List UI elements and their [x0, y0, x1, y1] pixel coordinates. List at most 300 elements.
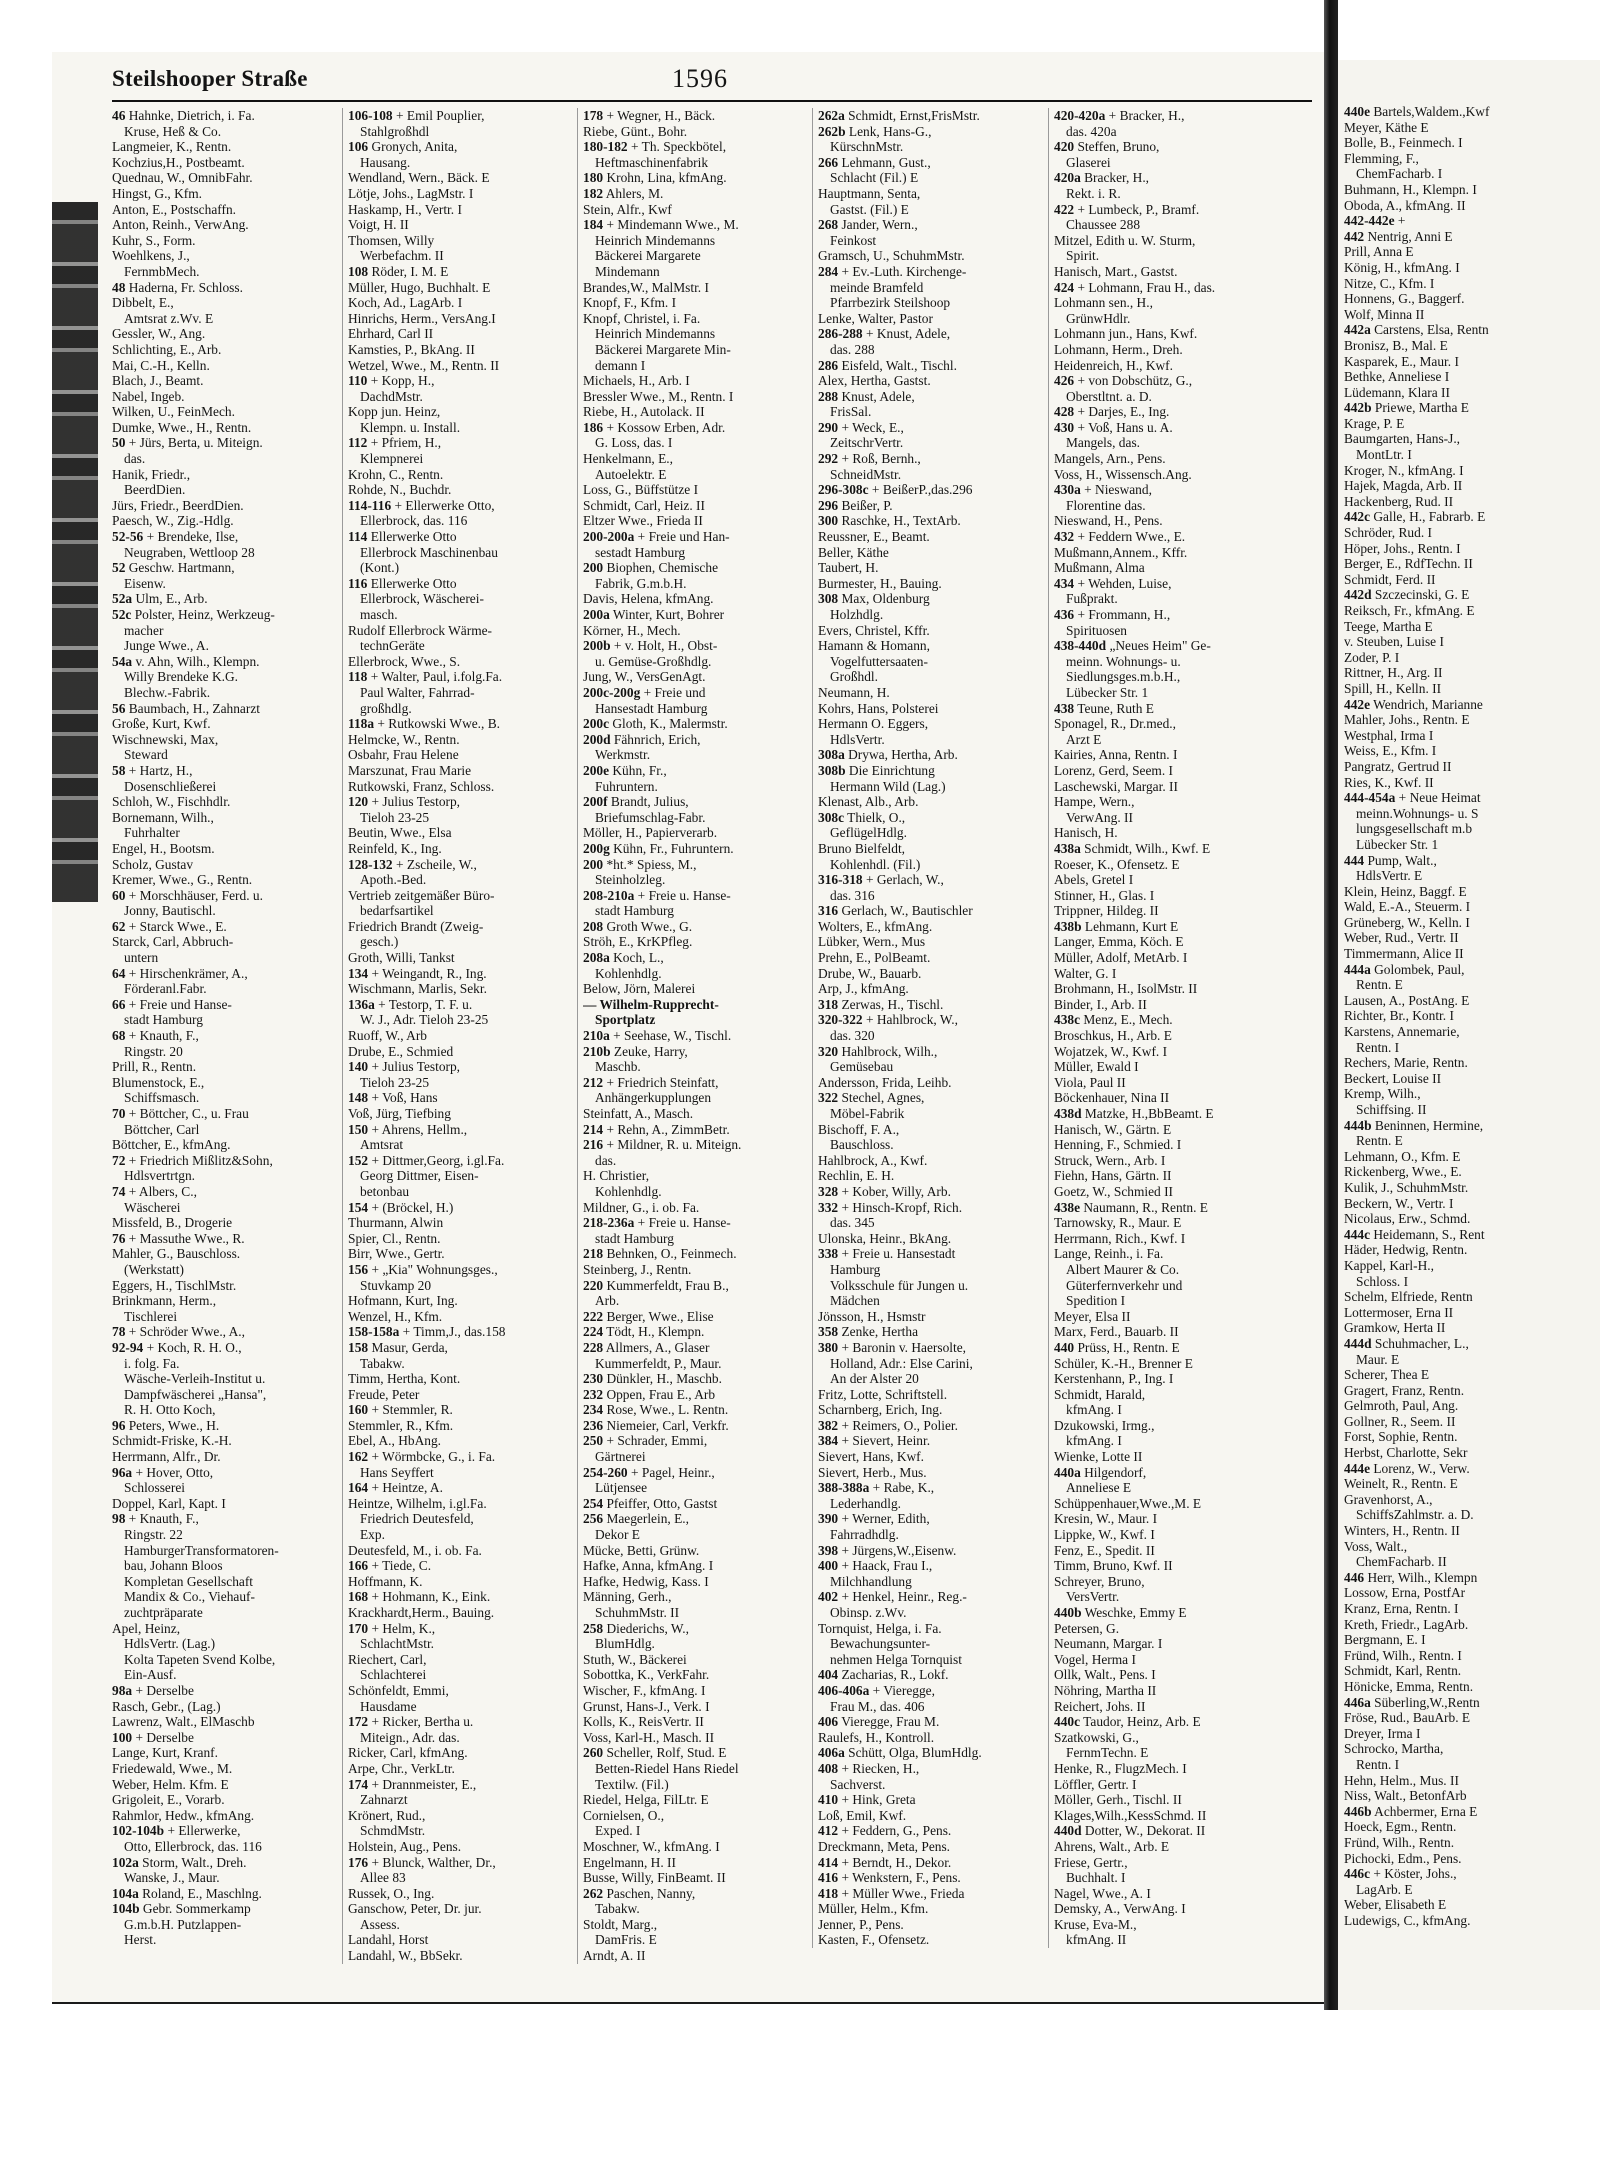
directory-entry: Szatkowski, G.,	[1054, 1729, 1139, 1745]
directory-entry: gesch.)	[360, 934, 399, 950]
directory-entry: Spier, Cl., Rentn.	[348, 1230, 441, 1246]
directory-entry: Bressler Wwe., M., Rentn. I	[583, 388, 734, 404]
directory-entry: Quednau, W., OmnibFahr.	[112, 170, 253, 186]
directory-entry: 52 Geschw. Hartmann,	[112, 560, 235, 576]
directory-entry: Wäsche-Verleih-Institut u.	[124, 1371, 266, 1387]
directory-entry: SchuhmMstr. II	[595, 1605, 680, 1620]
directory-entry: 112 + Pfriem, H.,	[348, 435, 442, 451]
directory-entry: Below, Jörn, Malerei	[583, 981, 696, 997]
directory-entry: 208 Groth Wwe., G.	[583, 918, 693, 934]
directory-entry: ZeitschrVertr.	[830, 435, 904, 451]
directory-entry: Schlosserei	[124, 1480, 185, 1496]
directory-entry: 134 + Weingandt, R., Ing.	[348, 965, 487, 981]
directory-entry: Schüppenhauer,Wwe.,M. E	[1054, 1495, 1202, 1511]
directory-entry: Oberstltnt. a. D.	[1066, 388, 1152, 404]
directory-entry: Mücke, Betti, Grünw.	[583, 1542, 700, 1558]
directory-entry: Florentine das.	[1066, 497, 1146, 513]
directory-entry: Drube, E., Schmied	[348, 1043, 454, 1059]
directory-entry: Betten-Riedel Hans Riedel	[595, 1760, 739, 1776]
directory-entry: Niss, Walt., BetonfArb	[1344, 1788, 1467, 1804]
directory-entry: Kummerfeldt, P., Maur.	[595, 1355, 722, 1371]
directory-entry: Herbst, Charlotte, Sekr	[1344, 1445, 1468, 1461]
directory-entry: 148 + Voß, Hans	[348, 1090, 438, 1106]
directory-entry: Brandes,W., MalMstr. I	[583, 279, 709, 295]
directory-entry: Osbahr, Frau Helene	[348, 747, 459, 763]
directory-entry: 114 Ellerwerke Otto	[348, 529, 457, 545]
directory-entry: 332 + Hinsch-Kropf, Rich.	[818, 1199, 963, 1215]
directory-entry: Schrocko, Martha,	[1344, 1741, 1444, 1757]
directory-entry: Lohmann jun., Hans, Kwf.	[1054, 326, 1198, 342]
directory-entry: 54a v. Ahn, Wilh., Klempn.	[112, 653, 260, 669]
directory-entry: Fründ, Wilh., Rentn.	[1344, 1834, 1455, 1850]
directory-entry: Krönert, Rud.,	[348, 1807, 426, 1823]
directory-entry: Wolf, Minna II	[1344, 306, 1425, 322]
directory-entry: 220 Kummerfeldt, Frau B.,	[583, 1277, 729, 1293]
directory-entry: Broschkus, H., Arb. E	[1054, 1028, 1172, 1044]
directory-entry: 440 Prüss, H., Rentn. E	[1054, 1339, 1180, 1355]
directory-entry: 438-440d „Neues Heim" Ge-	[1054, 638, 1211, 654]
directory-entry: Hoeck, Egm., Rentn.	[1344, 1819, 1457, 1835]
directory-entry: 308c Thielk, O.,	[818, 809, 906, 825]
directory-entry: Schreyer, Bruno,	[1054, 1573, 1145, 1589]
directory-entry: Vogel, Herma I	[1054, 1651, 1136, 1667]
directory-entry: Eisenw.	[124, 575, 166, 591]
directory-entry: HdlsVertr. E	[1356, 868, 1423, 884]
directory-entry: Autoelektr. E	[595, 466, 667, 482]
directory-entry: Heidenreich, H., Kwf.	[1054, 357, 1173, 373]
directory-entry: 152 + Dittmer,Georg, i.gl.Fa.	[348, 1152, 505, 1168]
directory-entry: Bruno Bielfeldt,	[818, 840, 906, 856]
directory-entry: Wenzel, H., Kfm.	[348, 1308, 443, 1324]
directory-entry: Riebe, Günt., Bohr.	[583, 123, 688, 139]
directory-entry: 48 Haderna, Fr. Schloss.	[112, 279, 243, 295]
directory-entry: Gramsch, U., SchuhmMstr.	[818, 248, 965, 264]
directory-entry: Stuvkamp 20	[360, 1277, 432, 1293]
directory-entry: 222 Berger, Wwe., Elise	[583, 1308, 714, 1324]
directory-entry: 266 Lehmann, Gust.,	[818, 154, 931, 170]
directory-entry: Raulefs, H., Kontroll.	[818, 1729, 935, 1745]
directory-entry: Briefumschlag-Fabr.	[595, 809, 706, 825]
directory-entry: 412 + Feddern, G., Pens.	[818, 1823, 952, 1839]
directory-entry: 384 + Sievert, Heinr.	[818, 1433, 931, 1449]
directory-entry: Anhängerkupplungen	[595, 1090, 712, 1106]
directory-entry: 50 + Jürs, Berta, u. Miteign.	[112, 435, 263, 451]
directory-entry: Stoldt, Marg.,	[583, 1916, 658, 1932]
directory-entry: Arpe, Chr., VerkLtr.	[348, 1760, 455, 1776]
directory-entry: Beckert, Louise II	[1344, 1070, 1442, 1086]
directory-entry: Assess.	[360, 1916, 400, 1932]
directory-entry: masch.	[360, 607, 398, 622]
directory-entry: Lausen, A., PostAng. E	[1344, 992, 1470, 1008]
directory-entry: Steinfatt, A., Masch.	[583, 1106, 694, 1121]
directory-entry: 186 + Kossow Erben, Adr.	[583, 419, 726, 435]
directory-entry: Böckenhauer, Nina II	[1054, 1090, 1170, 1106]
directory-entry: Henkelmann, E.,	[583, 451, 673, 467]
directory-entry: Jönsson, H., Hsmstr	[818, 1308, 926, 1324]
directory-entry: 308a Drywa, Hertha, Arb.	[818, 747, 958, 763]
directory-entry: 416 + Wenkstern, F., Pens.	[818, 1870, 961, 1886]
directory-entry: Freude, Peter	[348, 1386, 420, 1402]
directory-entry: Stemmler, R., Kfm.	[348, 1417, 454, 1433]
directory-entry: DachdMstr.	[360, 388, 423, 404]
directory-entry: Gastst. (Fil.) E	[830, 201, 909, 217]
directory-entry: Lossow, Erna, PostfAr	[1344, 1585, 1466, 1601]
directory-entry: 200b + v. Holt, H., Obst-	[583, 638, 718, 654]
directory-entry: Woehlkens, J.,	[112, 248, 190, 264]
directory-entry: Kruse, Eva-M.,	[1054, 1916, 1137, 1932]
directory-entry: bedarfsartikel	[360, 903, 434, 919]
directory-entry: Löffler, Gertr. I	[1054, 1776, 1137, 1792]
directory-entry: kfmAng. II	[1066, 1932, 1127, 1948]
directory-entry: Böttcher, Carl	[124, 1121, 200, 1137]
directory-entry: Körner, H., Mech.	[583, 622, 681, 638]
directory-entry: Hansestadt Hamburg	[595, 700, 708, 716]
directory-entry: das. 345	[830, 1215, 875, 1231]
directory-entry: Hauptmann, Senta,	[818, 185, 921, 201]
directory-entry: 388-388a + Rabe, K.,	[818, 1480, 935, 1496]
directory-entry: Weber, Elisabeth E	[1344, 1897, 1447, 1913]
directory-entry: 172 + Ricker, Bertha u.	[348, 1714, 474, 1730]
directory-entry: 212 + Friedrich Steinfatt,	[583, 1074, 719, 1090]
directory-entry: Mangels, das.	[1066, 435, 1141, 451]
directory-entry: Heinrich Mindemanns	[595, 326, 716, 342]
directory-entry: Fuhruntern.	[595, 778, 658, 794]
directory-entry: Wilken, U., FeinMech.	[112, 404, 235, 420]
directory-entry: Ganschow, Peter, Dr. jur.	[348, 1901, 482, 1917]
directory-entry: das. 288	[830, 341, 875, 357]
directory-entry: Großhdl.	[830, 669, 878, 685]
directory-entry: großhdlg.	[360, 700, 412, 716]
directory-entry: Fußprakt.	[1066, 591, 1118, 607]
directory-entry: 444d Schuhmacher, L.,	[1344, 1335, 1469, 1351]
directory-entry: Kulik, J., SchuhmMstr.	[1344, 1179, 1469, 1195]
directory-entry: 92-94 + Koch, R. H. O.,	[112, 1339, 242, 1355]
directory-entry: 440a Hilgendorf,	[1054, 1464, 1147, 1480]
directory-entry: Thomsen, Willy	[348, 232, 435, 248]
directory-entry: 446a Süberling,W.,Rentn	[1344, 1694, 1480, 1710]
directory-entry: Scholz, Gustav	[112, 856, 194, 872]
directory-entry: ChemFacharb. I	[1356, 166, 1443, 182]
directory-entry: Ollk, Walt., Pens. I	[1054, 1667, 1156, 1683]
directory-entry: 52-56 + Brendeke, Ilse,	[112, 529, 239, 545]
directory-entry: Kremer, Wwe., G., Rentn.	[112, 872, 253, 888]
directory-entry: Westphal, Irma I	[1344, 727, 1434, 743]
directory-entry: Gollner, R., Seem. II	[1344, 1413, 1456, 1429]
directory-entry: Grigoleit, E., Vorarb.	[112, 1792, 225, 1808]
directory-entry: Hackenberg, Rud. II	[1344, 493, 1454, 509]
directory-entry: kfmAng. I	[1066, 1433, 1122, 1449]
directory-entry: Ein-Ausf.	[124, 1667, 177, 1683]
directory-entry: Hans Seyffert	[360, 1464, 434, 1480]
directory-entry: Holstein, Aug., Pens.	[348, 1838, 462, 1854]
directory-entry: Müller, Hugo, Buchhalt. E	[348, 279, 491, 295]
directory-entry: HdlsVertr.	[830, 731, 885, 747]
directory-entry: Glaserei	[1066, 154, 1111, 170]
directory-entry: Burmester, H., Bauing.	[818, 575, 942, 591]
directory-entry: Busse, Willy, FinBeamt. II	[583, 1870, 726, 1886]
directory-entry: Schloh, W., Fischhdlr.	[112, 794, 231, 810]
directory-entry: 308 Max, Oldenburg	[818, 591, 930, 607]
directory-entry: Schüler, K.-H., Brenner E	[1054, 1355, 1193, 1371]
directory-entry: 406a Schütt, Olga, BlumHdlg.	[818, 1745, 982, 1761]
directory-entry: 288 Knust, Adele,	[818, 388, 915, 404]
directory-entry: 140 + Julius Testorp,	[348, 1059, 461, 1075]
directory-entry: Hafke, Anna, kfmAng. I	[583, 1558, 714, 1574]
directory-entry: Prehn, E., PolBeamt.	[818, 950, 931, 966]
directory-entry: Vertrieb zeitgemäßer Büro-	[348, 887, 495, 903]
directory-entry: 178 + Wegner, H., Bäck.	[583, 108, 716, 123]
directory-entry: 418 + Müller Wwe., Frieda	[818, 1885, 965, 1901]
directory-entry: VersVertr.	[1066, 1589, 1120, 1605]
directory-entry: Paul Walter, Fahrrad-	[360, 684, 475, 700]
directory-entry: 106 Gronych, Anita,	[348, 139, 458, 155]
directory-entry: 328 + Kober, Willy, Arb.	[818, 1183, 951, 1199]
directory-entry: Kuhr, S., Form.	[112, 232, 196, 248]
directory-entry: 308b Die Einrichtung	[818, 762, 935, 778]
directory-entry: 442c Galle, H., Fabrarb. E	[1344, 509, 1486, 525]
directory-entry: Steinberg, J., Rentn.	[583, 1261, 692, 1277]
directory-entry: Güterfernverkehr und	[1066, 1277, 1183, 1293]
directory-entry: 402 + Henkel, Heinr., Reg.-	[818, 1589, 967, 1605]
directory-entry: Klempnerei	[360, 451, 424, 467]
directory-entry: Ebel, A., HbAng.	[348, 1433, 441, 1449]
directory-entry: 256 Maegerlein, E.,	[583, 1511, 689, 1527]
directory-entry: Russek, O., Ing.	[348, 1885, 435, 1901]
directory-entry: Schloss. I	[1356, 1273, 1409, 1289]
directory-entry: bau, Johann Bloos	[124, 1558, 223, 1574]
directory-entry: Krackhardt,Herm., Bauing.	[348, 1605, 495, 1620]
directory-column-2	[342, 108, 570, 1964]
directory-entry: Friedrich Brandt (Zweig-	[348, 918, 484, 934]
directory-entry: Spill, H., Kelln. II	[1344, 680, 1442, 696]
directory-entry: Otto, Ellerbrock, das. 116	[124, 1838, 262, 1854]
directory-entry: Sachverst.	[830, 1776, 886, 1792]
directory-entry: Hingst, G., Kfm.	[112, 185, 203, 201]
directory-entry: Tieloh 23-25	[360, 809, 430, 825]
directory-entry: Hanik, Friedr.,	[112, 466, 191, 482]
directory-entry: 120 + Julius Testorp,	[348, 794, 461, 810]
directory-entry: 420a Bracker, H.,	[1054, 170, 1150, 186]
directory-entry: Hofmann, Kurt, Ing.	[348, 1293, 458, 1309]
directory-entry: Klein, Heinz, Baggf. E	[1344, 883, 1467, 899]
directory-entry: Schmidt, Ferd. II	[1344, 571, 1436, 587]
directory-entry: Gelmroth, Paul, Ang.	[1344, 1398, 1459, 1414]
directory-entry: 444e Lorenz, W., Verw.	[1344, 1460, 1470, 1476]
directory-entry: 420 Steffen, Bruno,	[1054, 139, 1160, 155]
directory-entry: Kompletan Gesellschaft	[124, 1573, 254, 1589]
directory-entry: macher	[124, 622, 164, 638]
directory-entry: 96a + Hover, Otto,	[112, 1464, 214, 1480]
directory-entry: Cornielsen, O.,	[583, 1807, 665, 1823]
directory-entry: Neumann, H.	[818, 684, 890, 700]
directory-entry: Hamann & Homann,	[818, 638, 930, 654]
directory-entry: Hönicke, Emma, Rentn.	[1344, 1678, 1474, 1694]
directory-entry: Gemüsebau	[830, 1059, 894, 1075]
directory-entry: Krohn, C., Rentn.	[348, 466, 444, 482]
directory-entry: 380 + Baronin v. Haersolte,	[818, 1339, 967, 1355]
directory-entry: 200c Gloth, K., Malermstr.	[583, 716, 728, 732]
directory-entry: Müller, Adolf, MetArb. I	[1054, 950, 1188, 966]
directory-entry: Tabakw.	[360, 1355, 405, 1371]
directory-entry: 290 + Weck, E.,	[818, 419, 904, 435]
directory-entry: Gravenhorst, A.,	[1344, 1491, 1433, 1507]
directory-entry: Rutkowski, Franz, Schloss.	[348, 778, 495, 794]
directory-entry: Heinrich Mindemanns	[595, 232, 716, 248]
directory-entry: Ludewigs, C., kfmAng.	[1344, 1912, 1471, 1928]
directory-entry: Hafke, Hedwig, Kass. I	[583, 1573, 709, 1589]
directory-entry: VerwAng. II	[1066, 809, 1133, 825]
directory-entry: Ricker, Carl, kfmAng.	[348, 1745, 468, 1761]
directory-entry: Dosenschließerei	[124, 778, 217, 794]
directory-entry: Trippner, Hildeg. II	[1054, 903, 1159, 919]
directory-entry: Voss, Karl-H., Masch. II	[583, 1729, 715, 1745]
directory-entry: Binder, I., Arb. II	[1054, 996, 1147, 1012]
directory-entry: Kolta Tapeten Svend Kolbe,	[124, 1651, 276, 1667]
directory-entry: Albert Maurer & Co.	[1066, 1261, 1180, 1277]
directory-entry: Hehn, Helm., Mus. II	[1344, 1772, 1459, 1788]
directory-entry: Walter, G. I	[1054, 965, 1117, 981]
directory-entry: Fründ, Wilh., Rentn. I	[1344, 1647, 1462, 1663]
directory-entry: Ellerbrock Maschinenbau	[360, 544, 498, 560]
directory-entry: 66 + Freie und Hanse-	[112, 996, 232, 1012]
directory-entry: Wäscherei	[124, 1199, 181, 1215]
directory-entry: Honnens, G., Baggerf.	[1344, 291, 1465, 307]
directory-column-3	[577, 108, 805, 1964]
directory-entry: 236 Niemeier, Carl, Verkfr.	[583, 1417, 729, 1433]
directory-entry: kfmAng. I	[1066, 1402, 1122, 1418]
directory-entry: Schmidt, Harald,	[1054, 1386, 1146, 1402]
directory-entry: Taubert, H.	[818, 560, 879, 576]
directory-entry: 104b Gebr. Sommerkamp	[112, 1901, 251, 1917]
directory-entry: 58 + Hartz, H.,	[112, 762, 193, 778]
directory-entry: Arp, J., kfmAng.	[818, 981, 909, 997]
directory-entry: 170 + Helm, K.,	[348, 1620, 436, 1636]
directory-entry: MontLtr. I	[1356, 447, 1412, 463]
directory-entry: Eggers, H., TischlMstr.	[112, 1277, 237, 1293]
directory-entry: 116 Ellerwerke Otto	[348, 575, 457, 591]
directory-entry: Goetz, W., Schmied II	[1054, 1183, 1174, 1199]
directory-entry: 98 + Knauth, F.,	[112, 1511, 199, 1527]
directory-entry: Hinrichs, Herm., VersAng.I	[348, 310, 496, 326]
directory-entry: Berger, E., RdfTechn. II	[1344, 556, 1473, 572]
directory-entry: HamburgerTransformatoren-	[124, 1542, 279, 1558]
directory-entry: Sponagel, R., Dr.med.,	[1054, 716, 1176, 732]
directory-entry: 286 Eisfeld, Walt., Tischl.	[818, 357, 957, 373]
directory-entry: zuchtpräparate	[124, 1605, 203, 1620]
directory-entry: Tarnowsky, R., Maur. E	[1054, 1215, 1182, 1231]
directory-entry: Brohmann, H., IsolMstr. II	[1054, 981, 1198, 997]
directory-entry: Lübecker Str. 1	[1356, 836, 1439, 852]
directory-entry: 432 + Feddern Wwe., E.	[1054, 529, 1186, 545]
directory-entry: u. Gemüse-Großhdlg.	[595, 653, 712, 669]
directory-entry: 438b Lehmann, Kurt E	[1054, 918, 1179, 934]
directory-entry: Henning, F., Schmied. I	[1054, 1137, 1182, 1153]
directory-entry: Stein, Alfr., Kwf	[583, 201, 672, 217]
directory-entry: 210a + Seehase, W., Tischl.	[583, 1028, 732, 1044]
directory-entry: Pangratz, Gertrud II	[1344, 758, 1452, 774]
directory-entry: Holzhdlg.	[830, 607, 884, 622]
directory-entry: Tornquist, Helga, i. Fa.	[818, 1620, 942, 1636]
directory-entry: 200a Winter, Kurt, Bohrer	[583, 607, 725, 622]
directory-entry: 102-104b + Ellerwerke,	[112, 1823, 241, 1839]
directory-entry: Blumenstock, E.,	[112, 1074, 205, 1090]
directory-entry: Wolters, E., kfmAng.	[818, 918, 933, 934]
directory-entry: 210b Zeuke, Harry,	[583, 1043, 688, 1059]
directory-entry: 438e Naumann, R., Rentn. E	[1054, 1199, 1208, 1215]
directory-entry: stadt Hamburg	[595, 903, 674, 919]
directory-entry: 160 + Stemmler, R.	[348, 1402, 453, 1418]
directory-entry: Ries, K., Kwf. II	[1344, 774, 1434, 790]
directory-entry: 168 + Hohmann, K., Eink.	[348, 1589, 491, 1605]
directory-entry: Apel, Heinz,	[112, 1620, 181, 1636]
directory-entry: Schmidt, Carl, Heiz. II	[583, 497, 705, 513]
directory-entry: Lippke, W., Kwf. I	[1054, 1527, 1155, 1543]
directory-entry: Rittner, H., Arg. II	[1344, 665, 1443, 681]
directory-entry: Laschewski, Margar. II	[1054, 778, 1178, 794]
directory-entry: Pichocki, Edm., Pens.	[1344, 1850, 1462, 1866]
directory-entry: 262a Schmidt, Ernst,FrisMstr.	[818, 108, 980, 123]
directory-entry: Wetzel, Wwe., M., Rentn. II	[348, 357, 500, 373]
directory-entry: 438c Menz, E., Mech.	[1054, 1012, 1173, 1028]
directory-entry: 200 *ht.* Spiess, M.,	[583, 856, 697, 872]
directory-entry: Bauschloss.	[830, 1137, 894, 1153]
directory-entry: Engel, H., Bootsm.	[112, 840, 215, 856]
directory-entry: Sobottka, K., VerkFahr.	[583, 1667, 710, 1683]
directory-entry: Schiffsmasch.	[124, 1090, 200, 1106]
directory-entry: 446 Herr, Wilh., Klempn	[1344, 1569, 1478, 1585]
directory-entry: 424 + Lohmann, Frau H., das.	[1054, 279, 1216, 295]
directory-entry: Voigt, H. II	[348, 217, 409, 233]
directory-entry: Rahmlor, Hedw., kfmAng.	[112, 1807, 255, 1823]
directory-entry: Rentn. I	[1356, 1756, 1400, 1772]
book-gutter	[1324, 0, 1338, 2010]
directory-entry: Ruoff, W., Arb	[348, 1028, 427, 1044]
directory-entry: Jonny, Bautischl.	[124, 903, 216, 919]
directory-column-4	[812, 108, 1040, 1948]
directory-entry: Reichert, Johs. II	[1054, 1698, 1146, 1714]
directory-entry: GeflügelHdlg.	[830, 825, 907, 841]
directory-entry: Nabel, Ingeb.	[112, 388, 185, 404]
directory-entry: 316 Gerlach, W., Bautischler	[818, 903, 973, 919]
directory-entry: 156 + „Kia" Wohnungsges.,	[348, 1261, 498, 1277]
directory-entry: Nagel, Wwe., A. I	[1054, 1885, 1151, 1901]
directory-entry: Rentn. E	[1356, 1133, 1403, 1149]
directory-entry: Stinner, H., Glas. I	[1054, 887, 1155, 903]
directory-entry: Hamburg	[830, 1261, 881, 1277]
directory-entry: Fabrik, G.m.b.H.	[595, 575, 687, 591]
directory-entry: Evers, Christel, Kffr.	[818, 622, 930, 638]
directory-entry: 316-318 + Gerlach, W.,	[818, 872, 944, 888]
directory-entry: 60 + Morschhäuser, Ferd. u.	[112, 887, 263, 903]
directory-entry: 72 + Friedrich Mißlitz&Sohn,	[112, 1152, 273, 1168]
directory-entry: Neugraben, Wettloop 28	[124, 544, 255, 560]
directory-entry: Loss, G., Büffstütze I	[583, 482, 699, 498]
directory-entry: Ellerbrock, Wwe., S.	[348, 653, 461, 669]
directory-entry: 260 Scheller, Rolf, Stud. E	[583, 1745, 727, 1761]
directory-entry: 430 + Voß, Hans u. A.	[1054, 419, 1173, 435]
directory-entry: Scherer, Thea E	[1344, 1367, 1430, 1383]
directory-entry: Mädchen	[830, 1293, 880, 1309]
directory-entry: Wienke, Lotte II	[1054, 1449, 1143, 1465]
directory-entry: Dekor E	[595, 1527, 640, 1543]
directory-entry: Haskamp, H., Vertr. I	[348, 201, 462, 217]
directory-entry: Richter, Br., Kontr. I	[1344, 1008, 1454, 1024]
directory-entry: Herrmann, Alfr., Dr.	[112, 1449, 221, 1465]
directory-entry: Deutesfeld, M., i. ob. Fa.	[348, 1542, 482, 1558]
directory-entry: H. Christier,	[583, 1168, 650, 1184]
directory-entry: 286-288 + Knust, Adele,	[818, 326, 951, 342]
directory-entry: 118a + Rutkowski Wwe., B.	[348, 716, 501, 732]
